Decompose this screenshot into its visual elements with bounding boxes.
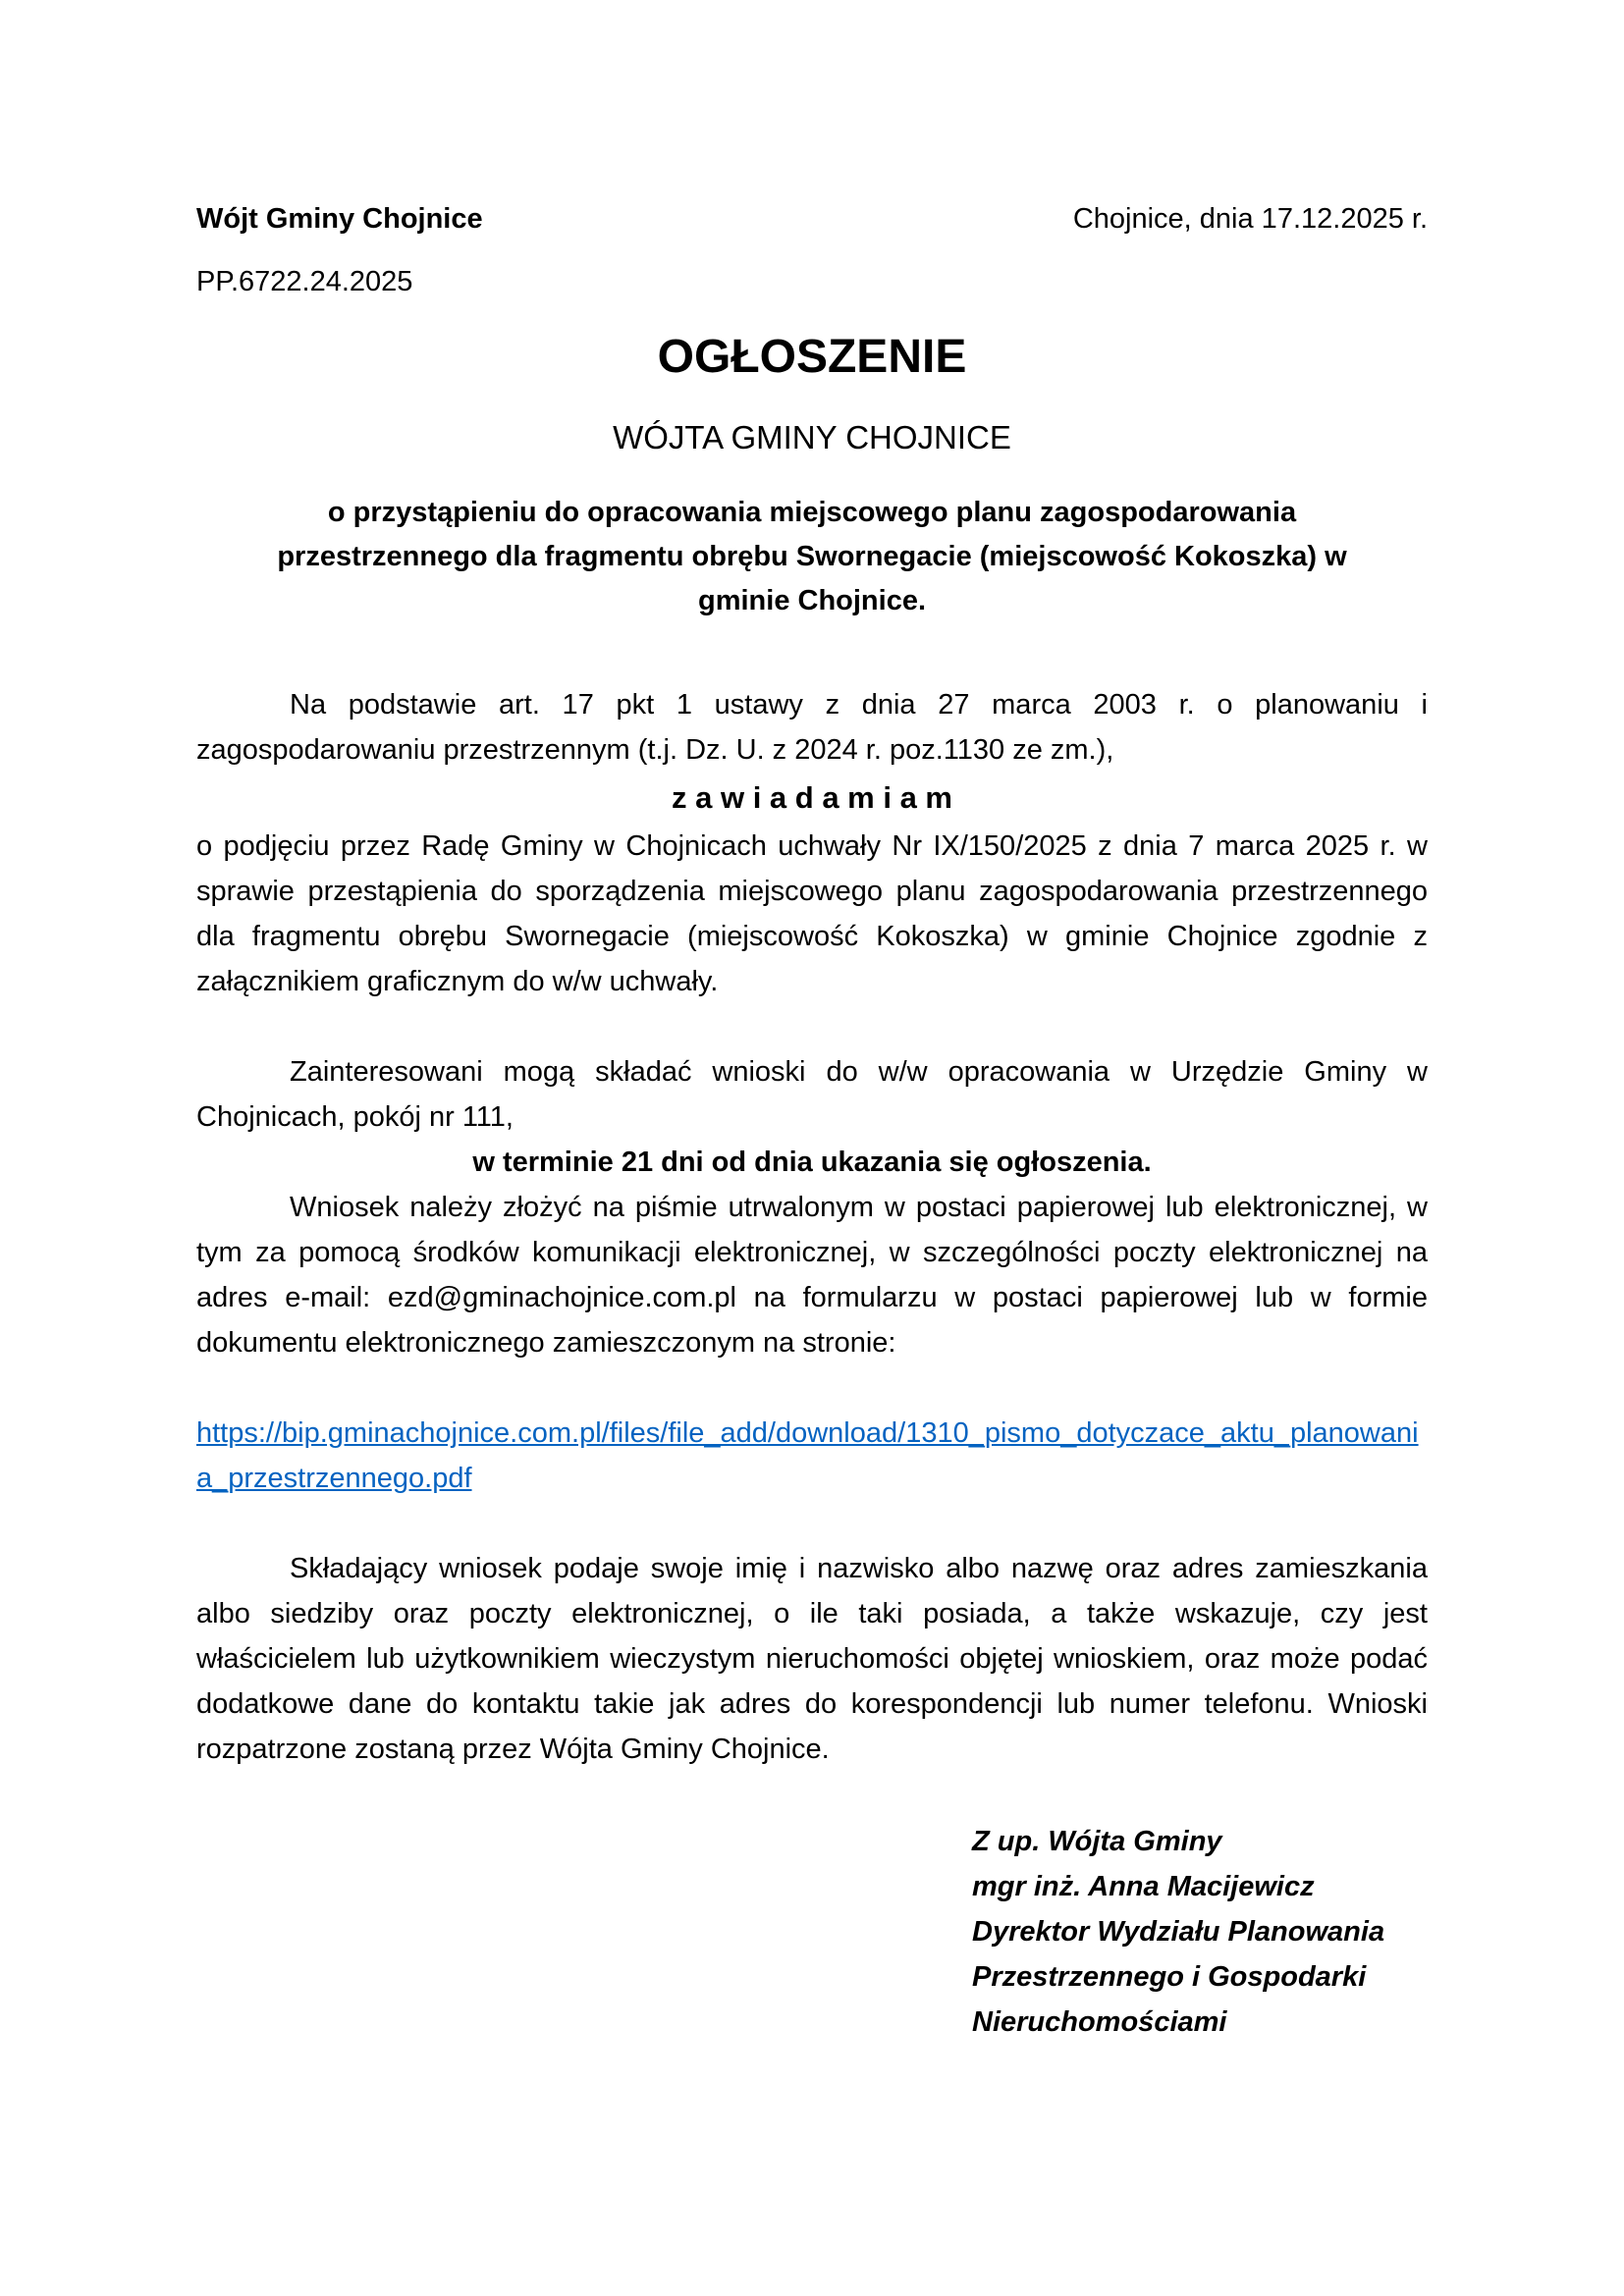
data-requirements-paragraph: Składający wniosek podaje swoje imię i nazwisko albo nazwę oraz adres zamieszkania albo siedziby oraz poczty elektronicznej, o ile taki posiada, a także wskazuje, czy jest właścicielem lub użytkownikiem wieczystym nieruchomości objętej wnioskiem, oraz może podać dodatkowe dane do kontaktu takie jak adres do korespondencji lub numer telefonu. Wnioski rozpatrzone zostaną przez Wójta Gminy Chojnice. [196, 1553, 1428, 1765]
sender-name: Wójt Gminy Chojnice [196, 203, 483, 235]
place-and-date: Chojnice, dnia 17.12.2025 r. [1072, 203, 1428, 235]
submissions-intro-paragraph: Zainteresowani mogą składać wnioski do w/w opracowania w Urzędzie Gminy w Chojnicach, pokój nr 111, [196, 1056, 1428, 1133]
document-subtitle: WÓJTA GMINY CHOJNICE [613, 419, 1011, 455]
resolution-paragraph: o podjęciu przez Radę Gminy w Chojnicach uchwały Nr IX/150/2025 z dnia 7 marca 2025 r. w sprawie przestąpienia do sporządzenia miejscowego planu zagospodarowania przestrzennego dla fragmentu obrębu Swornegacie (miejscowość Kokoszka) w gminie Chojnice zgodnie z załącznikiem graficznym do w/w uchwały. [196, 830, 1428, 997]
submission-details-paragraph: Wniosek należy złożyć na piśmie utrwalonym w postaci papierowej lub elektronicznej, w tym za pomocą środków komunikacji elektronicznej, w szczególności poczty elektronicznej na adres e-mail: ezd@gminachojnice.com.pl na formularzu w postaci papierowej lub w formie dokumentu elektronicznego zamieszczonym na stronie: [196, 1192, 1428, 1359]
deadline-line: w terminie 21 dni od dnia ukazania się ogłoszenia. [472, 1147, 1152, 1178]
signature-line: Przestrzennego i Gospodarki [972, 1961, 1367, 1993]
reference-number: PP.6722.24.2025 [196, 266, 413, 297]
signature-block [972, 1819, 1428, 2045]
signature-line: Z up. Wójta Gminy [972, 1826, 1222, 1857]
form-download-link[interactable]: https://bip.gminachojnice.com.pl/files/file_add/download/1310_pismo_dotyczace_aktu_planowania_przestrzennego.pdf [196, 1417, 1419, 1494]
legal-basis-paragraph: Na podstawie art. 17 pkt 1 ustawy z dnia 27 marca 2003 r. o planowaniu i zagospodarowaniu przestrzennym (t.j. Dz. U. z 2024 r. poz.1130 ze zm.), [196, 689, 1428, 766]
signature-line: mgr inż. Anna Macijewicz [972, 1871, 1315, 1902]
signature-line: Nieruchomościami [972, 2006, 1227, 2038]
document-header [196, 196, 1428, 241]
form-link-paragraph [196, 1411, 1428, 1501]
document-subject: o przystąpieniu do opracowania miejscowego planu zagospodarowania przestrzennego dla fragmentu obrębu Swornegacie (miejscowość Kokoszka) w gminie Chojnice. [277, 497, 1347, 616]
signature-line: Dyrektor Wydziału Planowania [972, 1916, 1385, 1948]
notice-word: z a w i a d a m i a m [672, 780, 952, 815]
document-title: OGŁOSZENIE [657, 331, 967, 383]
